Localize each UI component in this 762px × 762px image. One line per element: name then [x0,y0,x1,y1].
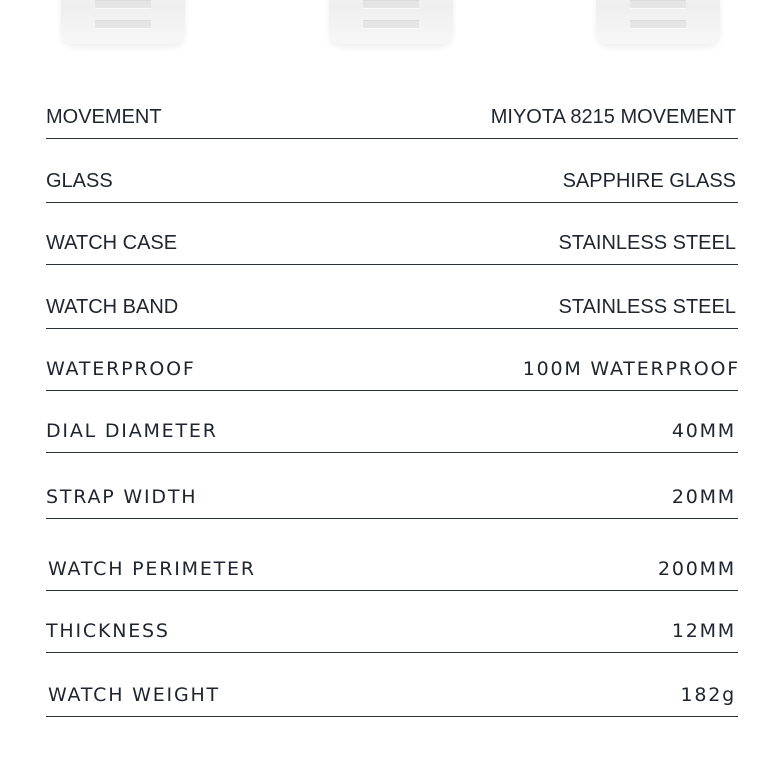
watch-strap-images [0,0,762,60]
spec-row-strap-width [46,478,738,519]
spec-label: STRAP WIDTH [46,486,198,508]
spec-value: MIYOTA 8215 MOVEMENT [490,106,736,128]
spec-row-glass [46,162,738,203]
spec-value: 12MM [671,620,736,642]
watch-strap-image-center [329,0,453,44]
spec-row-watch-band [46,288,738,329]
spec-value: SAPPHIRE GLASS [562,170,736,192]
spec-row-thickness [46,612,738,653]
spec-value: 200MM [657,558,736,580]
spec-value: 40MM [671,420,736,442]
spec-label: WATCH PERIMETER [48,558,256,580]
watch-strap-image-left [61,0,185,44]
spec-value: 100M WATERPROOF [522,358,740,380]
spec-label: WATERPROOF [46,358,196,380]
spec-label: DIAL DIAMETER [46,420,218,442]
spec-label: WATCH CASE [46,232,178,254]
watch-strap-image-right [596,0,720,44]
spec-label: THICKNESS [46,620,170,642]
spec-row-watch-weight [46,676,738,717]
spec-row-dial-diameter [46,412,738,453]
spec-label: GLASS [46,170,113,192]
spec-value: STAINLESS STEEL [558,296,736,318]
spec-row-watch-case [46,224,738,265]
spec-label: WATCH BAND [46,296,179,318]
spec-row-watch-perimeter [46,550,738,591]
spec-value: 20MM [671,486,736,508]
spec-row-movement [46,98,738,139]
spec-label: WATCH WEIGHT [48,684,220,706]
spec-label: MOVEMENT [46,106,162,128]
spec-value: STAINLESS STEEL [558,232,736,254]
spec-value: 182g [680,684,736,706]
spec-row-waterproof [46,350,738,391]
